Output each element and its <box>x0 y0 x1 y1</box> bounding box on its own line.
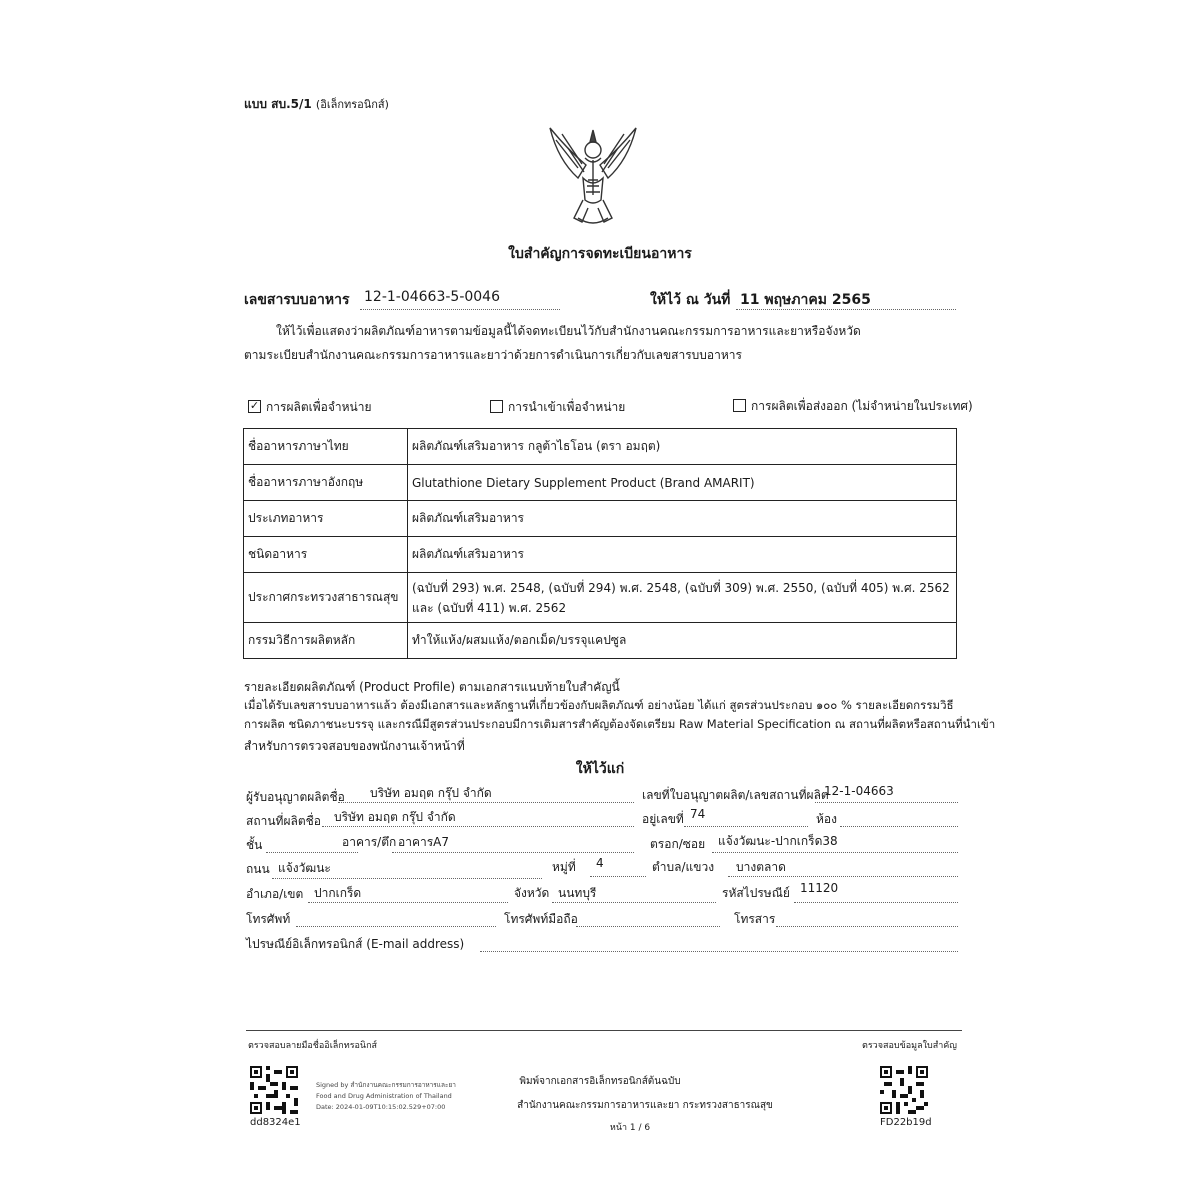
table-row <box>244 537 957 573</box>
form-code: แบบ สบ.5/1 (อิเล็กทรอนิกส์) <box>244 97 389 111</box>
floor-underline <box>266 852 358 853</box>
postcode-underline <box>794 902 958 903</box>
phone-label: โทรศัพท์ <box>246 912 291 926</box>
purpose-export[interactable]: การผลิตเพื่อส่งออก (ไม่จำหน่ายในประเทศ) <box>733 397 973 416</box>
postcode-value: 11120 <box>800 881 839 895</box>
district-underline <box>308 902 508 903</box>
signed-line-1: Signed by สำนักงานคณะกรรมการอาหารและยา <box>316 1081 456 1089</box>
site-underline <box>322 826 634 827</box>
house-no-value: 74 <box>690 807 706 821</box>
document-title: ใบสำคัญการจดทะเบียนอาหาร <box>508 246 692 262</box>
postcode-label: รหัสไปรษณีย์ <box>722 886 790 900</box>
house-no-label: อยู่เลขที่ <box>642 812 684 826</box>
issued-underline <box>736 309 956 310</box>
mobile-underline[interactable] <box>576 926 720 927</box>
registration-underline <box>360 309 560 310</box>
table-row <box>244 429 957 465</box>
licensee-label: ผู้รับอนุญาตผลิตชื่อ <box>246 790 345 804</box>
table-row <box>244 465 957 501</box>
purpose-manufacture-sale[interactable]: ✓ การผลิตเพื่อจำหน่าย <box>249 399 372 414</box>
registration-number: 12-1-04663-5-0046 <box>364 289 501 305</box>
left-code: dd8324e1 <box>250 1117 301 1128</box>
licensee-value: บริษัท อมฤต กรุ๊ป จำกัด <box>370 786 492 800</box>
footer-left-caption: ตรวจสอบลายมือชื่ออิเล็กทรอนิกส์ <box>248 1041 378 1051</box>
signed-line-2: Food and Drug Administration of Thailand <box>316 1092 452 1100</box>
road-underline <box>272 878 542 879</box>
license-no-underline <box>815 802 958 803</box>
table-row <box>244 573 957 623</box>
row-value: ทำให้แห้ง/ผสมแห้ง/ตอกเม็ด/บรรจุแคปซูล <box>408 623 957 659</box>
page-number: หน้า 1 / 6 <box>609 1123 651 1133</box>
district-value: ปากเกร็ด <box>314 886 362 900</box>
row-label: กรรมวิธีการผลิตหลัก <box>244 623 408 659</box>
mobile-label: โทรศัพท์มือถือ <box>504 912 578 926</box>
site-value: บริษัท อมฤต กรุ๊ป จำกัด <box>334 810 456 824</box>
checkbox-checked-icon: ✓ <box>249 399 260 412</box>
subdistrict-value: บางตลาด <box>736 860 786 874</box>
signed-line-3: Date: 2024-01-09T10:15:02.529+07:00 <box>316 1103 446 1111</box>
road-value: แจ้งวัฒนะ <box>278 861 331 875</box>
row-label: ชื่ออาหารภาษาไทย <box>244 429 408 465</box>
row-label: ชื่ออาหารภาษาอังกฤษ <box>244 465 408 501</box>
room-underline <box>840 826 958 827</box>
fax-label: โทรสาร <box>734 912 776 926</box>
notes-line-2: เมื่อได้รับเลขสารบบอาหารแล้ว ต้องมีเอกสารและหลักฐานที่เกี่ยวข้องกับผลิตภัณฑ์ อย่างน้อย ได้แก่ สูตรส่วนประกอบ ๑๐๐ % รายละเอียดกรรมวิธี <box>244 698 954 712</box>
license-no-value: 12-1-04663 <box>824 784 894 798</box>
notes-line-4: สำหรับการตรวจสอบของพนักงานเจ้าหน้าที่ <box>244 739 465 753</box>
district-label: อำเภอ/เขต <box>246 887 304 901</box>
site-label: สถานที่ผลิตชื่อ <box>246 814 321 828</box>
table-row <box>244 623 957 659</box>
intro-line-2: ตามระเบียบสำนักงานคณะกรรมการอาหารและยาว่าด้วยการดำเนินการเกี่ยวกับเลขสารบบอาหาร <box>244 348 742 362</box>
right-code: FD22b19d <box>880 1117 932 1128</box>
document-qr-code-icon[interactable] <box>880 1066 928 1114</box>
building-underline <box>392 852 634 853</box>
product-info-table <box>243 428 957 659</box>
row-label: ประกาศกระทรวงสาธารณสุข <box>244 573 408 623</box>
fax-underline[interactable] <box>776 926 958 927</box>
moo-underline <box>590 876 646 877</box>
moo-value: 4 <box>596 856 604 870</box>
room-label: ห้อง <box>816 812 837 826</box>
checkbox-empty-icon <box>733 399 746 412</box>
province-label: จังหวัด <box>514 886 550 900</box>
garuda-emblem <box>538 120 648 230</box>
row-label: ประเภทอาหาร <box>244 501 408 537</box>
purpose-import-sale[interactable]: การนำเข้าเพื่อจำหน่าย <box>490 398 625 417</box>
notes-line-1: รายละเอียดผลิตภัณฑ์ (Product Profile) ตามเอกสารแนบท้ายใบสำคัญนี้ <box>244 680 620 694</box>
registration-label: เลขสารบบอาหาร <box>244 292 350 308</box>
footer-center-line-2: สำนักงานคณะกรรมการอาหารและยา กระทรวงสาธารณสุข <box>517 1100 773 1111</box>
footer-center-line-1: พิมพ์จากเอกสารอิเล็กทรอนิกส์ต้นฉบับ <box>519 1076 681 1087</box>
alley-value: แจ้งวัฒนะ-ปากเกร็ด38 <box>718 834 838 848</box>
row-value: Glutathione Dietary Supplement Product (Brand AMARIT) <box>408 465 957 501</box>
email-underline[interactable] <box>480 951 958 952</box>
given-to-heading: ให้ไว้แก่ <box>575 761 625 777</box>
footer-divider <box>246 1030 962 1031</box>
form-code-note: (อิเล็กทรอนิกส์) <box>315 98 389 111</box>
issued-date: 11 พฤษภาคม 2565 <box>740 292 871 308</box>
row-value: ผลิตภัณฑ์เสริมอาหาร <box>408 501 957 537</box>
alley-underline <box>712 852 958 853</box>
license-no-label: เลขที่ใบอนุญาตผลิต/เลขสถานที่ผลิต <box>642 788 829 802</box>
house-no-underline <box>684 826 808 827</box>
subdistrict-label: ตำบล/แขวง <box>652 860 715 874</box>
row-label: ชนิดอาหาร <box>244 537 408 573</box>
province-underline <box>552 902 716 903</box>
phone-underline[interactable] <box>296 926 496 927</box>
moo-label: หมู่ที่ <box>552 860 576 874</box>
notes-line-3: การผลิต ชนิดภาชนะบรรจุ และกรณีมีสูตรส่วนประกอบมีการเติมสารสำคัญต้องจัดเตรียม Raw Material Specification ณ สถานที่ผลิตหรือสถานที่นำเข้า <box>244 717 996 731</box>
row-value: (ฉบับที่ 293) พ.ศ. 2548, (ฉบับที่ 294) พ.ศ. 2548, (ฉบับที่ 309) พ.ศ. 2550, (ฉบับที่ 405) พ.ศ. 2562 และ (ฉบับที่ 411) พ.ศ. 2562 <box>408 573 957 623</box>
subdistrict-underline <box>728 876 958 877</box>
footer-right-caption: ตรวจสอบข้อมูลใบสำคัญ <box>862 1041 957 1051</box>
table-row <box>244 501 957 537</box>
province-value: นนทบุรี <box>558 886 597 900</box>
road-label: ถนน <box>246 862 270 876</box>
email-label: ไปรษณีย์อิเล็กทรอนิกส์ (E-mail address) <box>246 937 465 951</box>
licensee-underline <box>338 802 634 803</box>
row-value: ผลิตภัณฑ์เสริมอาหาร กลูต้าไธโอน (ตรา อมฤต) <box>408 429 957 465</box>
building-label: อาคาร/ตึก <box>342 835 397 849</box>
building-value: อาคารA7 <box>398 835 449 849</box>
intro-line-1: ให้ไว้เพื่อแสดงว่าผลิตภัณฑ์อาหารตามข้อมูลนี้ได้จดทะเบียนไว้กับสำนักงานคณะกรรมการอาหารและยาหรือจังหวัด <box>276 324 861 338</box>
issued-label: ให้ไว้ ณ วันที่ <box>650 292 731 308</box>
row-value: ผลิตภัณฑ์เสริมอาหาร <box>408 537 957 573</box>
alley-label: ตรอก/ซอย <box>650 837 706 851</box>
floor-label: ชั้น <box>246 838 263 852</box>
checkbox-empty-icon <box>490 400 503 413</box>
